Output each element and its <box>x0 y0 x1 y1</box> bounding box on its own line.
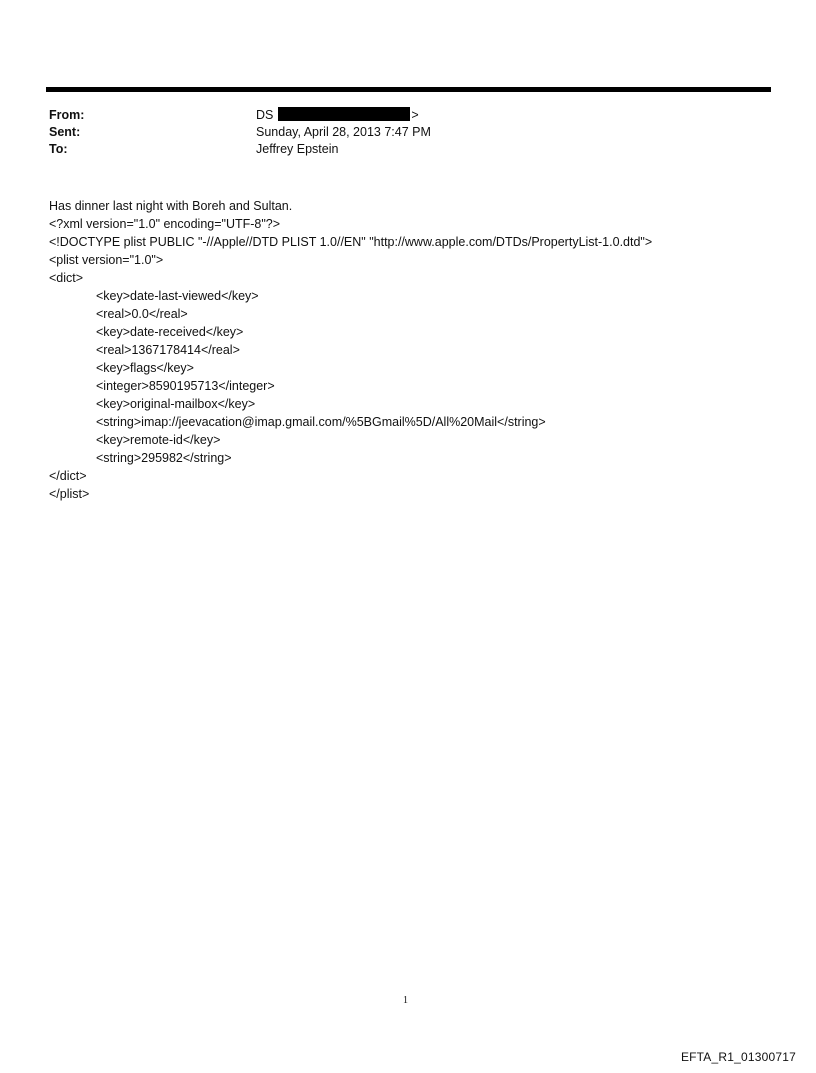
from-row <box>49 107 749 124</box>
sent-value: Sunday, April 28, 2013 7:47 PM <box>256 125 431 139</box>
body-line: </dict> <box>49 469 87 483</box>
body-line: <key>remote-id</key> <box>96 433 221 447</box>
from-label: From: <box>49 108 85 122</box>
from-name: DS <box>256 108 274 122</box>
body-line: </plist> <box>49 487 90 501</box>
email-body <box>49 197 789 503</box>
from-value <box>256 107 419 124</box>
body-line: <!DOCTYPE plist PUBLIC "-//Apple//DTD PLIST 1.0//EN" "http://www.apple.com/DTDs/PropertyList-1.0.dtd"> <box>49 235 653 249</box>
email-header <box>49 107 749 158</box>
body-line: Has dinner last night with Boreh and Sultan. <box>49 199 293 213</box>
body-line: <plist version="1.0"> <box>49 253 164 267</box>
body-line: <integer>8590195713</integer> <box>96 379 275 393</box>
redaction-block <box>278 107 410 121</box>
to-label: To: <box>49 142 68 156</box>
body-line: <real>0.0</real> <box>96 307 188 321</box>
body-line: <dict> <box>49 271 84 285</box>
body-line: <key>date-last-viewed</key> <box>96 289 259 303</box>
body-line: <real>1367178414</real> <box>96 343 240 357</box>
to-value: Jeffrey Epstein <box>256 142 339 156</box>
body-line: <key>flags</key> <box>96 361 194 375</box>
body-line: <key>original-mailbox</key> <box>96 397 256 411</box>
page-number: 1 <box>403 995 408 1006</box>
body-line: <?xml version="1.0" encoding="UTF-8"?> <box>49 217 281 231</box>
body-line: <key>date-received</key> <box>96 325 244 339</box>
body-line: <string>imap://jeevacation@imap.gmail.com/%5BGmail%5D/All%20Mail</string> <box>96 415 546 429</box>
sent-row <box>49 124 749 141</box>
from-suffix: > <box>411 108 419 122</box>
header-divider <box>46 87 771 92</box>
sent-label: Sent: <box>49 125 81 139</box>
to-row <box>49 141 749 158</box>
body-line: <string>295982</string> <box>96 451 232 465</box>
bates-number: EFTA_R1_01300717 <box>680 1050 796 1064</box>
